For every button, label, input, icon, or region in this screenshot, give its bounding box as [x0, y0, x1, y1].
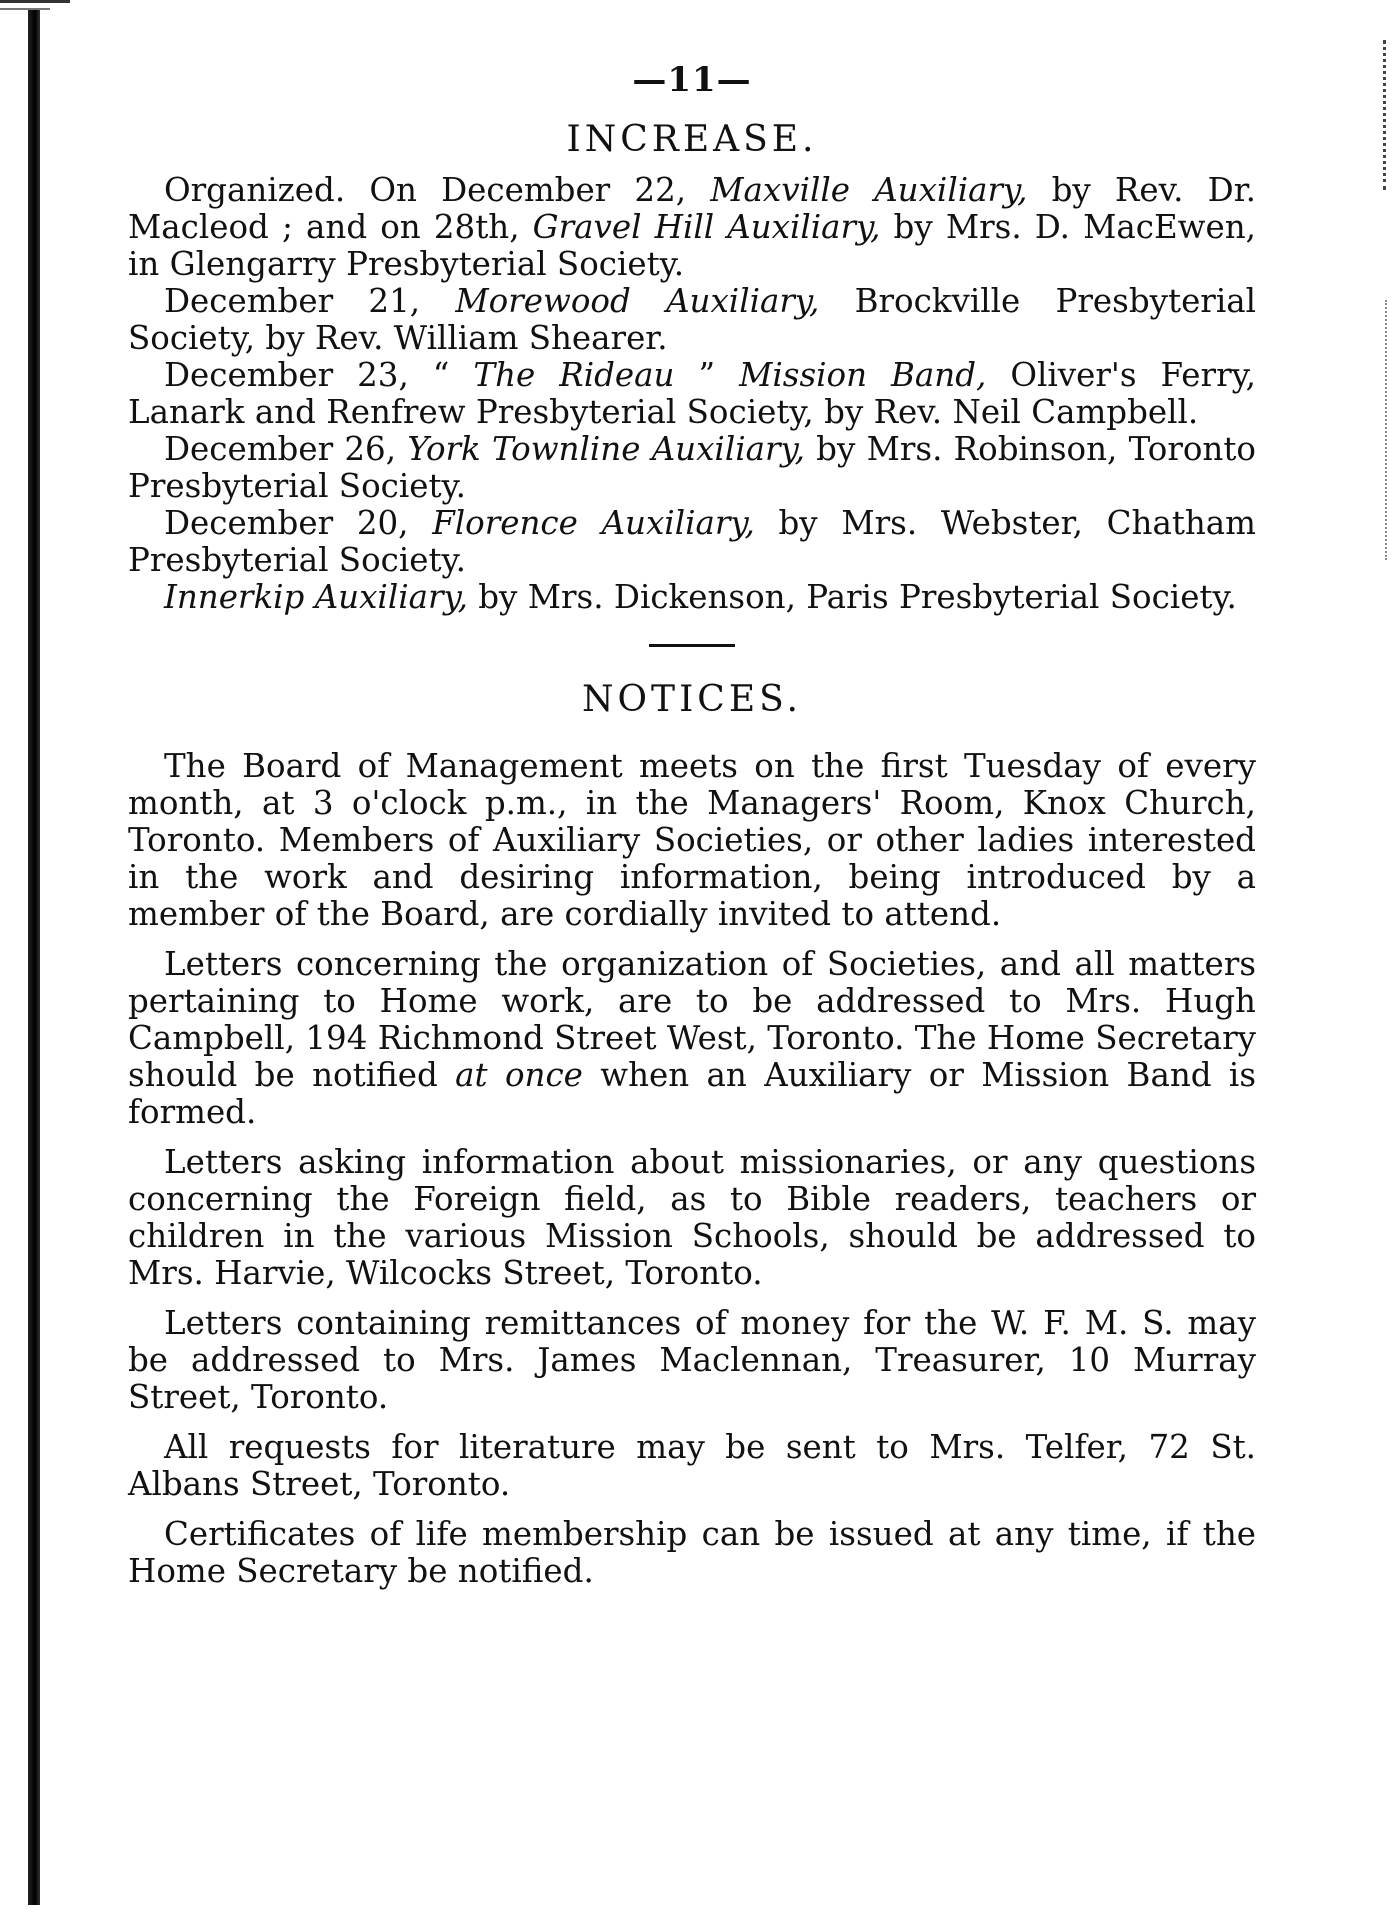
- page-content: [128, 62, 1256, 1603]
- increase-entry: Innerkip Auxiliary, by Mrs. Dickenson, Paris Presbyterial Society.: [164, 578, 1237, 616]
- increase-entry: December 26, York Townline Auxiliary, by Mrs. Robinson, Toronto Presbyterial Society.: [128, 430, 1256, 505]
- increase-entry: December 21, Morewood Auxiliary, Brockville Presbyterial Society, by Rev. William Shearer.: [128, 282, 1257, 357]
- notices-heading: NOTICES.: [582, 679, 802, 720]
- notices-section: [128, 748, 1256, 1590]
- notice-paragraph: Letters asking information about missionaries, or any questions concerning the Foreign field, as to Bible readers, teachers or children in the various Mission Schools, should be addressed to Mrs. Harvie, Wilcocks Street, Toronto.: [128, 1143, 1256, 1292]
- notice-paragraph: The Board of Management meets on the first Tuesday of every month, at 3 o'clock p.m., in the Managers' Room, Knox Church, Toronto. Members of Auxiliary Societies, or other ladies interested in the work and desiring information, being introduced by a member of the Board, are cordially invited to attend.: [128, 747, 1256, 933]
- increase-entry: December 23, “ The Rideau ” Mission Band, Oliver's Ferry, Lanark and Renfrew Presbyterial Society, by Rev. Neil Campbell.: [128, 356, 1256, 431]
- page-number: —11—: [632, 60, 752, 100]
- increase-entry: December 20, Florence Auxiliary, by Mrs. Webster, Chatham Presbyterial Society.: [128, 504, 1257, 579]
- notice-paragraph: Letters concerning the organization of Societies, and all matters pertaining to Home work, are to be addressed to Mrs. Hugh Campbell, 194 Richmond Street West, Toronto. The Home Secretary should be notified at once when an Auxiliary or Mission Band is formed.: [128, 945, 1257, 1131]
- right-edge-specks: [1383, 40, 1390, 190]
- increase-section: [128, 172, 1256, 616]
- notice-paragraph: Letters containing remittances of money for the W. F. M. S. may be addressed to Mrs. James Maclennan, Treasurer, 10 Murray Street, Toronto.: [128, 1304, 1256, 1416]
- notice-paragraph: Certificates of life membership can be issued at any time, if the Home Secretary be notified.: [128, 1515, 1256, 1590]
- right-edge-specks-lower: [1385, 300, 1390, 560]
- top-edge-mark-secondary: [0, 8, 50, 10]
- increase-heading: INCREASE.: [566, 119, 818, 160]
- binding-edge: [28, 10, 40, 1905]
- notice-paragraph: All requests for literature may be sent to Mrs. Telfer, 72 St. Albans Street, Toronto.: [128, 1428, 1256, 1503]
- increase-entry: Organized. On December 22, Maxville Auxiliary, by Rev. Dr. Macleod ; and on 28th, Gravel Hill Auxiliary, by Mrs. D. MacEwen, in Glengarry Presbyterial Society.: [128, 171, 1257, 283]
- top-edge-mark: [0, 0, 70, 3]
- section-divider: [649, 644, 735, 647]
